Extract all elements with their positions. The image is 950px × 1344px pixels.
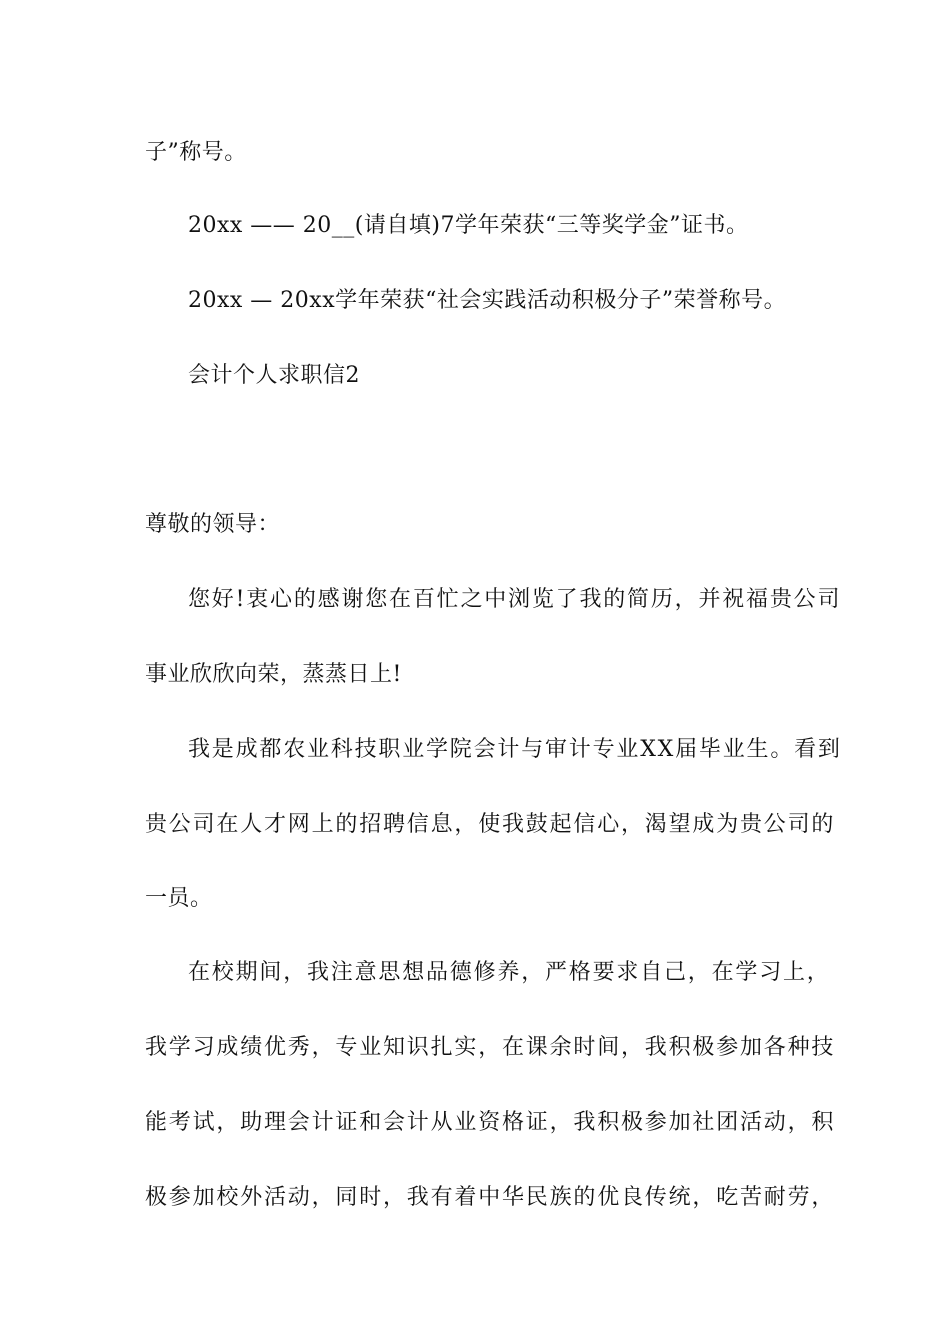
- paragraph-line: 一员。: [145, 886, 213, 911]
- paragraph-line: 20xx — 20xx学年荣获“社会实践活动积极分子”荣誉称号。: [188, 288, 787, 313]
- paragraph-line: 我学习成绩优秀，专业知识扎实，在课余时间，我积极参加各种技: [145, 1035, 836, 1060]
- paragraph-line: 能考试，助理会计证和会计从业资格证，我积极参加社团活动，积: [145, 1110, 836, 1135]
- salutation: 尊敬的领导：: [145, 512, 281, 537]
- paragraph-line: 事业欣欣向荣，蒸蒸日上!: [145, 662, 402, 687]
- paragraph-line: 极参加校外活动，同时，我有着中华民族的优良传统，吃苦耐劳，: [145, 1185, 836, 1210]
- paragraph-line: 子”称号。: [145, 140, 247, 165]
- section-heading: 会计个人求职信2: [188, 363, 360, 388]
- paragraph-line: 贵公司在人才网上的招聘信息，使我鼓起信心，渴望成为贵公司的: [145, 812, 836, 837]
- paragraph-line: 20xx —— 20__(请自填)7学年荣获“三等奖学金”证书。: [188, 213, 749, 238]
- paragraph-line: 我是成都农业科技职业学院会计与审计专业XX届毕业生。看到: [188, 737, 842, 762]
- paragraph-line: 您好!衷心的感谢您在百忙之中浏览了我的简历，并祝福贵公司: [188, 587, 842, 612]
- paragraph-line: 在校期间，我注意思想品德修养，严格要求自己，在学习上，: [188, 960, 831, 985]
